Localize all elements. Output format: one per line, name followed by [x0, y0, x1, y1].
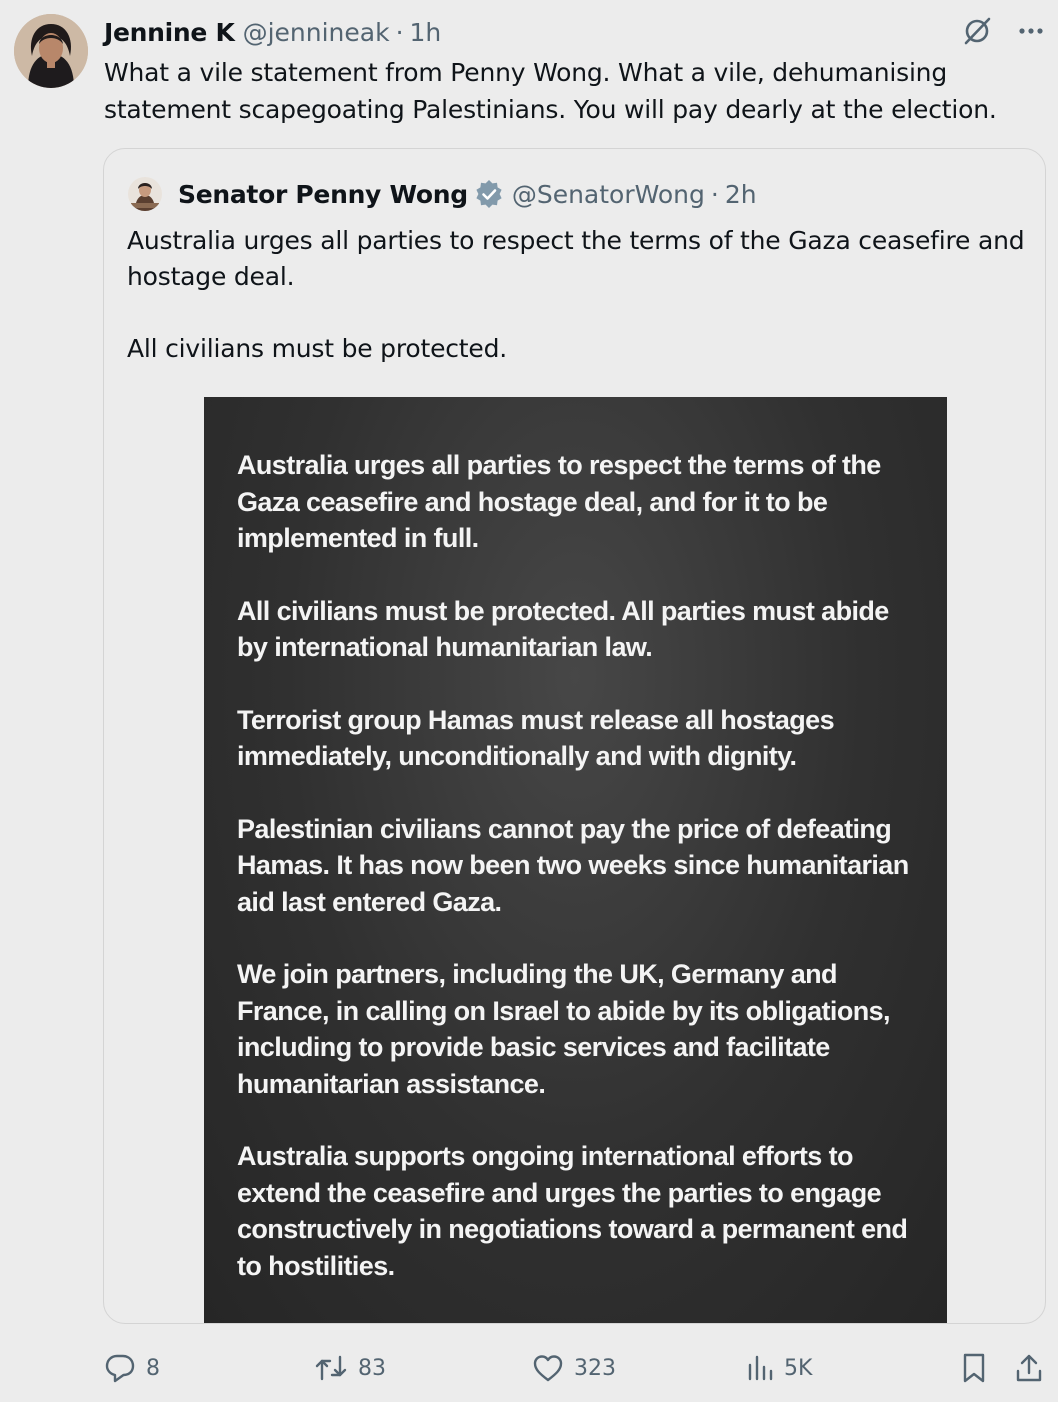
quoted-tweet-time[interactable]: 2h	[724, 179, 757, 209]
reply-button[interactable]	[104, 1346, 160, 1390]
share-icon	[1014, 1352, 1044, 1384]
statement-paragraph: We join partners, including the UK, Germany and France, in calling on Israel to abide by its obligations, including to provide basic services and facilitate humanitarian assistance.	[237, 959, 890, 1099]
quoted-author-handle[interactable]: @SenatorWong	[511, 179, 705, 209]
author-name[interactable]: Jennine K	[104, 17, 235, 47]
more-icon[interactable]	[1018, 27, 1044, 35]
quoted-tweet-header	[128, 177, 757, 211]
reply-count: 8	[146, 1355, 160, 1381]
separator-dot: ·	[395, 17, 404, 47]
quoted-text-paragraph: Australia urges all parties to respect the terms of the Gaza ceasefire and hostage deal.	[127, 226, 1025, 291]
statement-paragraph: Australia supports ongoing international efforts to extend the ceasefire and urges the parties to engage constructively in negotiations toward a permanent end to hostilities.	[237, 1141, 908, 1281]
statement-paragraph: Palestinian civilians cannot pay the price of defeating Hamas. It has now been two weeks since humanitarian aid last entered Gaza.	[237, 813, 909, 917]
statement-paragraph: All civilians must be protected. All parties must abide by international humanitarian law.	[237, 595, 889, 662]
tweet-time[interactable]: 1h	[409, 17, 442, 47]
author-handle[interactable]: @jennineak	[242, 17, 390, 47]
tweet-header	[104, 16, 441, 48]
repost-count: 83	[358, 1355, 386, 1381]
views-button[interactable]	[746, 1346, 812, 1390]
quoted-text-paragraph: All civilians must be protected.	[127, 334, 507, 363]
like-count: 323	[574, 1355, 616, 1381]
grok-icon[interactable]	[962, 16, 992, 46]
repost-button[interactable]	[314, 1346, 386, 1390]
quoted-author-name[interactable]: Senator Penny Wong	[178, 179, 468, 209]
repost-icon	[314, 1353, 348, 1383]
bookmark-button[interactable]	[960, 1346, 988, 1390]
share-button[interactable]	[1014, 1346, 1044, 1390]
quoted-tweet-card[interactable]	[103, 148, 1046, 1324]
like-button[interactable]	[532, 1346, 616, 1390]
views-count: 5K	[784, 1355, 813, 1381]
views-icon	[746, 1353, 774, 1383]
quoted-tweet-text	[127, 223, 1032, 367]
tweet-text: What a vile statement from Penny Wong. What a vile, dehumanising statement scapegoating Palestinians. You will pay dearly at the election.	[104, 58, 997, 124]
like-icon	[532, 1353, 564, 1383]
author-avatar[interactable]	[14, 14, 88, 88]
statement-image[interactable]	[204, 397, 947, 1324]
quoted-separator-dot: ·	[710, 179, 719, 209]
tweet-top-actions	[962, 16, 1044, 46]
statement-paragraph: Australia urges all parties to respect the terms of the Gaza ceasefire and hostage deal, and for it to be implemented in full.	[237, 450, 881, 553]
bookmark-icon	[960, 1352, 988, 1384]
tweet-action-bar	[0, 1346, 1058, 1390]
quoted-author-avatar	[128, 177, 162, 211]
statement-paragraph: Terrorist group Hamas must release all hostages immediately, unconditionally and with dignity.	[237, 704, 835, 771]
verified-badge-icon	[474, 179, 504, 209]
reply-icon	[104, 1352, 136, 1384]
